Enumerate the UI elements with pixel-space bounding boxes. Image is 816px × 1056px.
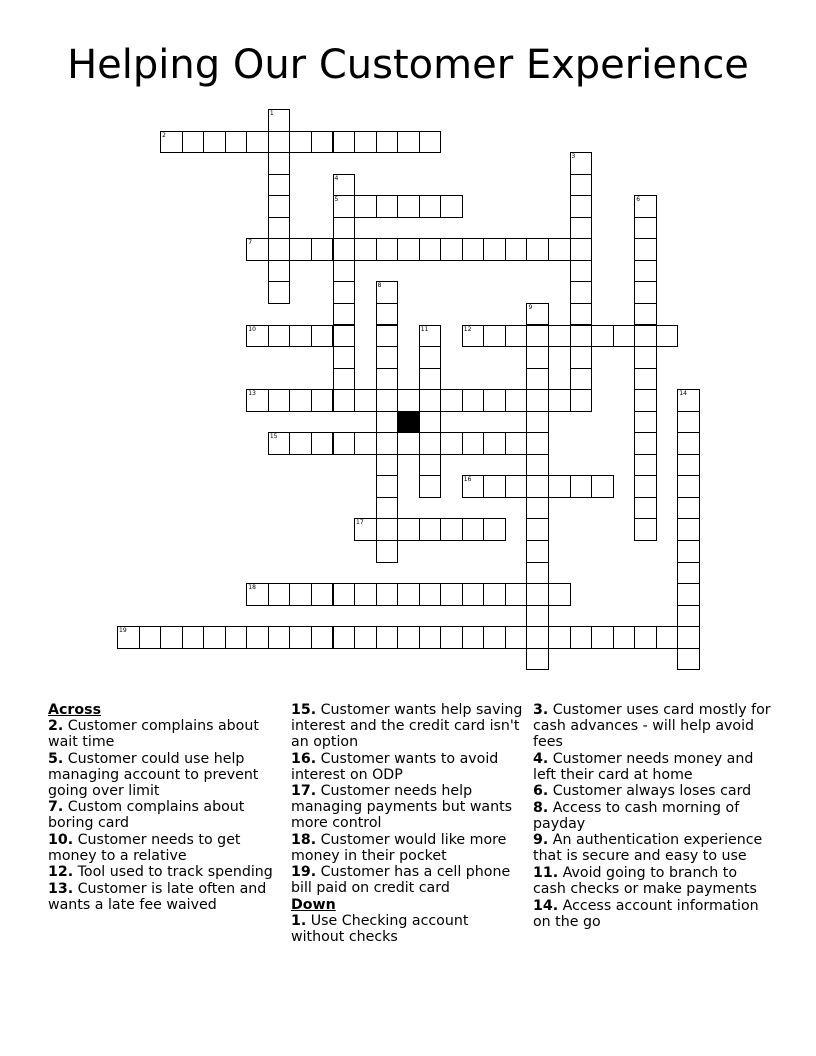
grid-cell[interactable] xyxy=(376,626,399,649)
grid-cell[interactable] xyxy=(203,626,226,649)
clue-text: Customer needs help managing payments but wants more control xyxy=(291,783,513,832)
grid-cell[interactable] xyxy=(376,497,399,520)
grid-cell[interactable] xyxy=(634,217,657,240)
grid-cell[interactable] xyxy=(268,626,291,649)
grid-cell[interactable] xyxy=(354,518,377,541)
clue-item xyxy=(533,702,773,750)
grid-cell[interactable] xyxy=(354,131,377,154)
grid-cell[interactable] xyxy=(225,626,248,649)
grid-cell[interactable] xyxy=(268,260,291,283)
grid-cell[interactable] xyxy=(462,518,485,541)
clues-column-3 xyxy=(533,702,773,930)
grid-cell[interactable] xyxy=(570,238,593,261)
grid-cell[interactable] xyxy=(483,389,506,412)
grid-cell[interactable] xyxy=(333,432,356,455)
grid-cell[interactable] xyxy=(354,238,377,261)
clue-number: 11 xyxy=(420,325,429,333)
grid-cell[interactable] xyxy=(268,131,291,154)
clue-number-label: 6. xyxy=(533,783,549,800)
grid-cell[interactable] xyxy=(268,195,291,218)
grid-cell[interactable] xyxy=(419,518,442,541)
grid-cell[interactable] xyxy=(246,626,269,649)
clue-text: Custom complains about boring card xyxy=(48,799,245,832)
clue-item xyxy=(533,832,773,864)
grid-cell[interactable] xyxy=(333,583,356,606)
grid-cell[interactable] xyxy=(333,368,356,391)
grid-cell[interactable] xyxy=(526,562,549,585)
grid-cell[interactable] xyxy=(634,346,657,369)
grid-cell[interactable] xyxy=(634,432,657,455)
grid-cell[interactable] xyxy=(677,389,700,412)
grid-cell[interactable] xyxy=(311,325,334,348)
clue-item xyxy=(291,783,525,831)
clue-number-label: 18. xyxy=(291,831,317,848)
clue-number: 14 xyxy=(679,390,687,398)
clue-number-label: 12. xyxy=(48,864,74,881)
grid-cell[interactable] xyxy=(333,174,356,197)
grid-cell[interactable] xyxy=(462,432,485,455)
grid-cell[interactable] xyxy=(289,238,312,261)
clue-number: 3 xyxy=(571,153,576,161)
clue-number: 1 xyxy=(269,110,274,117)
grid-cell[interactable] xyxy=(526,432,549,455)
grid-cell[interactable] xyxy=(548,475,571,498)
down-clue-list-continued xyxy=(533,702,773,930)
grid-cell[interactable] xyxy=(548,238,571,261)
grid-cell[interactable] xyxy=(548,583,571,606)
grid-cell[interactable] xyxy=(268,217,291,240)
grid-cell[interactable] xyxy=(462,475,485,498)
grid-cell[interactable] xyxy=(397,518,420,541)
grid-cell[interactable] xyxy=(526,454,549,477)
grid-cell[interactable] xyxy=(419,454,442,477)
grid-cell[interactable] xyxy=(268,152,291,175)
clue-number: 6 xyxy=(636,196,641,204)
grid-cell[interactable] xyxy=(376,346,399,369)
grid-cell[interactable] xyxy=(397,131,420,154)
clue-text: Use Checking account without checks xyxy=(291,912,469,945)
clue-number-label: 17. xyxy=(291,783,317,800)
across-clue-list xyxy=(48,718,280,913)
clue-item xyxy=(533,751,773,783)
clue-text: Tool used to track spending xyxy=(73,864,273,881)
grid-cell[interactable] xyxy=(376,540,399,563)
grid-cell[interactable] xyxy=(483,432,506,455)
clue-number: 8 xyxy=(377,282,382,290)
clue-text: Customer needs money and left their card at home xyxy=(533,750,754,783)
grid-cell[interactable] xyxy=(526,497,549,520)
grid-cell[interactable] xyxy=(311,432,334,455)
clue-number: 7 xyxy=(248,239,253,247)
grid-cell[interactable] xyxy=(526,346,549,369)
grid-cell[interactable] xyxy=(376,583,399,606)
clue-text: Customer has a cell phone bill paid on credit card xyxy=(291,864,511,897)
grid-cell[interactable] xyxy=(354,432,377,455)
grid-cell[interactable] xyxy=(570,626,593,649)
clue-number-label: 14. xyxy=(533,897,559,914)
clue-number: 19 xyxy=(119,627,127,635)
grid-cell[interactable] xyxy=(505,238,528,261)
grid-cell[interactable] xyxy=(591,626,614,649)
clue-text: Access account information on the go xyxy=(533,897,759,930)
grid-cell[interactable] xyxy=(289,131,312,154)
grid-cell[interactable] xyxy=(526,518,549,541)
grid-cell[interactable] xyxy=(440,432,463,455)
grid-cell[interactable] xyxy=(634,411,657,434)
clue-text: Customer is late often and wants a late fee waived xyxy=(48,880,267,913)
grid-cell[interactable] xyxy=(376,518,399,541)
clue-item xyxy=(533,865,773,897)
grid-cell[interactable] xyxy=(440,518,463,541)
grid-cell[interactable] xyxy=(526,368,549,391)
grid-cell[interactable] xyxy=(311,238,334,261)
clue-text: Customer needs to get money to a relative xyxy=(48,831,241,864)
grid-cell[interactable] xyxy=(397,583,420,606)
grid-cell[interactable] xyxy=(354,583,377,606)
grid-cell[interactable] xyxy=(268,238,291,261)
grid-cell[interactable] xyxy=(677,454,700,477)
clue-number: 9 xyxy=(528,303,533,311)
puzzle-title: Helping Our Customer Experience xyxy=(67,42,749,88)
grid-cell[interactable] xyxy=(117,626,140,649)
grid-cell[interactable] xyxy=(268,325,291,348)
grid-cell[interactable] xyxy=(289,325,312,348)
grid-cell[interactable] xyxy=(333,303,356,326)
grid-cell[interactable] xyxy=(376,411,399,434)
clue-number-label: 2. xyxy=(48,718,64,734)
grid-cell[interactable] xyxy=(634,281,657,304)
grid-cell[interactable] xyxy=(333,260,356,283)
grid-cell[interactable] xyxy=(548,389,571,412)
grid-cell[interactable] xyxy=(483,238,506,261)
clue-number: 13 xyxy=(248,390,256,398)
clue-number: 18 xyxy=(248,584,256,592)
clue-number-label: 5. xyxy=(48,750,64,767)
grid-cell[interactable] xyxy=(160,626,183,649)
grid-cell[interactable] xyxy=(419,325,442,348)
grid-cell[interactable] xyxy=(397,432,420,455)
clue-number-label: 10. xyxy=(48,831,74,848)
grid-cell[interactable] xyxy=(483,475,506,498)
grid-cell[interactable] xyxy=(634,454,657,477)
grid-cell[interactable] xyxy=(483,325,506,348)
clue-number: 2 xyxy=(162,131,166,139)
clue-text: An authentication experience that is secure and easy to use xyxy=(533,832,763,865)
grid-cell[interactable] xyxy=(354,389,377,412)
grid-cell[interactable] xyxy=(462,583,485,606)
grid-cell[interactable] xyxy=(677,562,700,585)
grid-cell[interactable] xyxy=(634,195,657,218)
grid-cell[interactable] xyxy=(419,411,442,434)
grid-cell[interactable] xyxy=(570,217,593,240)
grid-cell[interactable] xyxy=(526,583,549,606)
clue-item xyxy=(48,832,280,864)
grid-cell[interactable] xyxy=(376,475,399,498)
grid-cell[interactable] xyxy=(677,540,700,563)
grid-cell[interactable] xyxy=(419,389,442,412)
grid-cell[interactable] xyxy=(419,475,442,498)
grid-cell[interactable] xyxy=(333,325,356,348)
grid-cell[interactable] xyxy=(419,131,442,154)
grid-cell[interactable] xyxy=(526,605,549,628)
clue-number: 16 xyxy=(463,476,472,484)
clue-number: 4 xyxy=(334,174,339,182)
grid-cell[interactable] xyxy=(333,281,356,304)
grid-cell[interactable] xyxy=(505,626,528,649)
grid-cell[interactable] xyxy=(440,583,463,606)
grid-cell[interactable] xyxy=(677,518,700,541)
grid-cell[interactable] xyxy=(462,389,485,412)
clue-item xyxy=(48,881,280,913)
clue-text: Customer would like more money in their pocket xyxy=(291,831,507,864)
grid-cell[interactable] xyxy=(570,475,593,498)
grid-cell[interactable] xyxy=(677,411,700,434)
grid-cell[interactable] xyxy=(570,389,593,412)
grid-cell[interactable] xyxy=(570,303,593,326)
clue-number-label: 9. xyxy=(533,832,549,849)
grid-cell[interactable] xyxy=(182,626,205,649)
grid-cell[interactable] xyxy=(268,174,291,197)
grid-cell[interactable] xyxy=(203,131,226,154)
grid-cell[interactable] xyxy=(526,648,549,671)
clue-item xyxy=(48,799,280,831)
grid-cell[interactable] xyxy=(160,131,183,154)
grid-cell[interactable] xyxy=(440,626,463,649)
clue-item xyxy=(291,832,525,864)
grid-cell[interactable] xyxy=(419,583,442,606)
grid-cell[interactable] xyxy=(591,475,614,498)
clue-item xyxy=(533,898,773,930)
across-clue-list-continued xyxy=(291,702,525,896)
clue-number: 17 xyxy=(356,519,364,527)
black-cell xyxy=(397,411,420,434)
grid-cell[interactable] xyxy=(246,583,269,606)
grid-cell[interactable] xyxy=(440,389,463,412)
grid-cell[interactable] xyxy=(677,605,700,628)
grid-cell[interactable] xyxy=(634,475,657,498)
grid-cell[interactable] xyxy=(376,368,399,391)
grid-cell[interactable] xyxy=(376,389,399,412)
grid-cell[interactable] xyxy=(570,368,593,391)
grid-cell[interactable] xyxy=(526,475,549,498)
grid-cell[interactable] xyxy=(526,626,549,649)
grid-cell[interactable] xyxy=(634,518,657,541)
clue-text: Customer complains about wait time xyxy=(48,718,259,750)
grid-cell[interactable] xyxy=(613,626,636,649)
clue-number-label: 7. xyxy=(48,799,64,816)
grid-cell[interactable] xyxy=(505,475,528,498)
grid-cell[interactable] xyxy=(440,195,463,218)
clue-item xyxy=(533,783,773,799)
grid-cell[interactable] xyxy=(397,195,420,218)
clue-item xyxy=(291,702,525,750)
clue-number: 12 xyxy=(463,325,472,333)
grid-cell[interactable] xyxy=(333,626,356,649)
grid-cell[interactable] xyxy=(268,389,291,412)
grid-cell[interactable] xyxy=(677,497,700,520)
grid-cell[interactable] xyxy=(376,325,399,348)
grid-cell[interactable] xyxy=(548,325,571,348)
grid-cell[interactable] xyxy=(526,540,549,563)
grid-cell[interactable] xyxy=(505,389,528,412)
grid-cell[interactable] xyxy=(333,238,356,261)
grid-cell[interactable] xyxy=(634,497,657,520)
grid-cell[interactable] xyxy=(354,626,377,649)
grid-cell[interactable] xyxy=(634,389,657,412)
grid-cell[interactable] xyxy=(397,389,420,412)
grid-cell[interactable] xyxy=(333,195,356,218)
grid-cell[interactable] xyxy=(505,325,528,348)
grid-cell[interactable] xyxy=(656,325,679,348)
grid-cell[interactable] xyxy=(311,131,334,154)
grid-cell[interactable] xyxy=(354,195,377,218)
grid-cell[interactable] xyxy=(419,346,442,369)
grid-cell[interactable] xyxy=(311,626,334,649)
grid-cell[interactable] xyxy=(462,325,485,348)
clue-item xyxy=(48,718,280,750)
grid-cell[interactable] xyxy=(246,238,269,261)
clue-number: 10 xyxy=(248,325,256,333)
grid-cell[interactable] xyxy=(440,238,463,261)
clue-number-label: 15. xyxy=(291,702,317,718)
grid-cell[interactable] xyxy=(333,389,356,412)
grid-cell[interactable] xyxy=(634,303,657,326)
grid-cell[interactable] xyxy=(634,325,657,348)
grid-cell[interactable] xyxy=(268,583,291,606)
grid-cell[interactable] xyxy=(570,174,593,197)
grid-cell[interactable] xyxy=(570,195,593,218)
grid-cell[interactable] xyxy=(548,626,571,649)
clue-number-label: 13. xyxy=(48,880,74,897)
grid-cell[interactable] xyxy=(677,475,700,498)
grid-cell[interactable] xyxy=(376,238,399,261)
clue-item xyxy=(48,751,280,799)
clue-number-label: 11. xyxy=(533,864,559,881)
grid-cell[interactable] xyxy=(570,325,593,348)
clue-item xyxy=(291,913,525,945)
grid-cell[interactable] xyxy=(656,626,679,649)
clue-text: Customer wants help saving interest and the credit card isn't an option xyxy=(291,702,523,750)
grid-cell[interactable] xyxy=(268,432,291,455)
grid-cell[interactable] xyxy=(591,325,614,348)
grid-cell[interactable] xyxy=(570,260,593,283)
down-clue-list xyxy=(291,913,525,945)
grid-cell[interactable] xyxy=(526,411,549,434)
grid-cell[interactable] xyxy=(634,626,657,649)
clues-column-2 xyxy=(291,702,525,946)
grid-cell[interactable] xyxy=(526,303,549,326)
grid-cell[interactable] xyxy=(483,518,506,541)
grid-cell[interactable] xyxy=(289,432,312,455)
grid-cell[interactable] xyxy=(570,152,593,175)
grid-cell[interactable] xyxy=(462,626,485,649)
grid-cell[interactable] xyxy=(526,325,549,348)
clue-text: Customer uses card mostly for cash advances - will help avoid fees xyxy=(533,702,771,750)
grid-cell[interactable] xyxy=(397,238,420,261)
grid-cell[interactable] xyxy=(376,303,399,326)
clue-number: 5 xyxy=(334,196,339,204)
grid-cell[interactable] xyxy=(376,281,399,304)
grid-cell[interactable] xyxy=(677,648,700,671)
grid-cell[interactable] xyxy=(311,583,334,606)
grid-cell[interactable] xyxy=(570,281,593,304)
clue-text: Customer could use help managing account to prevent going over limit xyxy=(48,750,259,799)
clue-number-label: 3. xyxy=(533,702,549,718)
grid-cell[interactable] xyxy=(246,389,269,412)
grid-cell[interactable] xyxy=(634,260,657,283)
clue-item xyxy=(291,864,525,896)
clue-text: Customer wants to avoid interest on ODP xyxy=(291,750,499,783)
grid-cell[interactable] xyxy=(462,238,485,261)
clue-number-label: 19. xyxy=(291,864,317,881)
grid-cell[interactable] xyxy=(570,346,593,369)
grid-cell[interactable] xyxy=(376,454,399,477)
clue-number-label: 4. xyxy=(533,750,549,767)
grid-cell[interactable] xyxy=(289,389,312,412)
grid-cell[interactable] xyxy=(246,325,269,348)
clue-number-label: 16. xyxy=(291,750,317,767)
grid-cell[interactable] xyxy=(311,389,334,412)
grid-cell[interactable] xyxy=(483,583,506,606)
grid-cell[interactable] xyxy=(419,626,442,649)
grid-cell[interactable] xyxy=(333,217,356,240)
grid-cell[interactable] xyxy=(139,626,162,649)
grid-cell[interactable] xyxy=(505,432,528,455)
clue-item xyxy=(533,800,773,832)
clue-number-label: 1. xyxy=(291,912,307,929)
clue-text: Avoid going to branch to cash checks or make payments xyxy=(533,864,757,897)
grid-cell[interactable] xyxy=(225,131,248,154)
down-heading: Down xyxy=(291,896,336,913)
grid-cell[interactable] xyxy=(677,583,700,606)
clue-text: Customer always loses card xyxy=(548,783,752,800)
grid-cell[interactable] xyxy=(505,583,528,606)
grid-cell[interactable] xyxy=(397,626,420,649)
grid-cell[interactable] xyxy=(376,131,399,154)
grid-cell[interactable] xyxy=(333,346,356,369)
grid-cell[interactable] xyxy=(289,626,312,649)
grid-cell[interactable] xyxy=(419,432,442,455)
grid-cell[interactable] xyxy=(677,432,700,455)
grid-cell[interactable] xyxy=(419,238,442,261)
across-heading: Across xyxy=(48,702,102,718)
grid-cell[interactable] xyxy=(182,131,205,154)
grid-cell[interactable] xyxy=(268,109,291,132)
clues-column-1 xyxy=(48,702,280,914)
grid-cell[interactable] xyxy=(526,389,549,412)
grid-cell[interactable] xyxy=(634,368,657,391)
clue-item xyxy=(291,751,525,783)
grid-cell[interactable] xyxy=(677,626,700,649)
grid-cell[interactable] xyxy=(419,195,442,218)
grid-cell[interactable] xyxy=(376,195,399,218)
grid-cell[interactable] xyxy=(483,626,506,649)
grid-cell[interactable] xyxy=(268,281,291,304)
grid-cell[interactable] xyxy=(613,325,636,348)
clue-text: Access to cash morning of payday xyxy=(533,799,740,832)
clue-number: 15 xyxy=(269,433,278,441)
grid-cell[interactable] xyxy=(419,368,442,391)
grid-cell[interactable] xyxy=(289,583,312,606)
grid-cell[interactable] xyxy=(376,432,399,455)
clue-number-label: 8. xyxy=(533,799,549,816)
grid-cell[interactable] xyxy=(333,131,356,154)
grid-cell[interactable] xyxy=(246,131,269,154)
grid-cell[interactable] xyxy=(526,238,549,261)
grid-cell[interactable] xyxy=(634,238,657,261)
clue-item xyxy=(48,864,280,880)
